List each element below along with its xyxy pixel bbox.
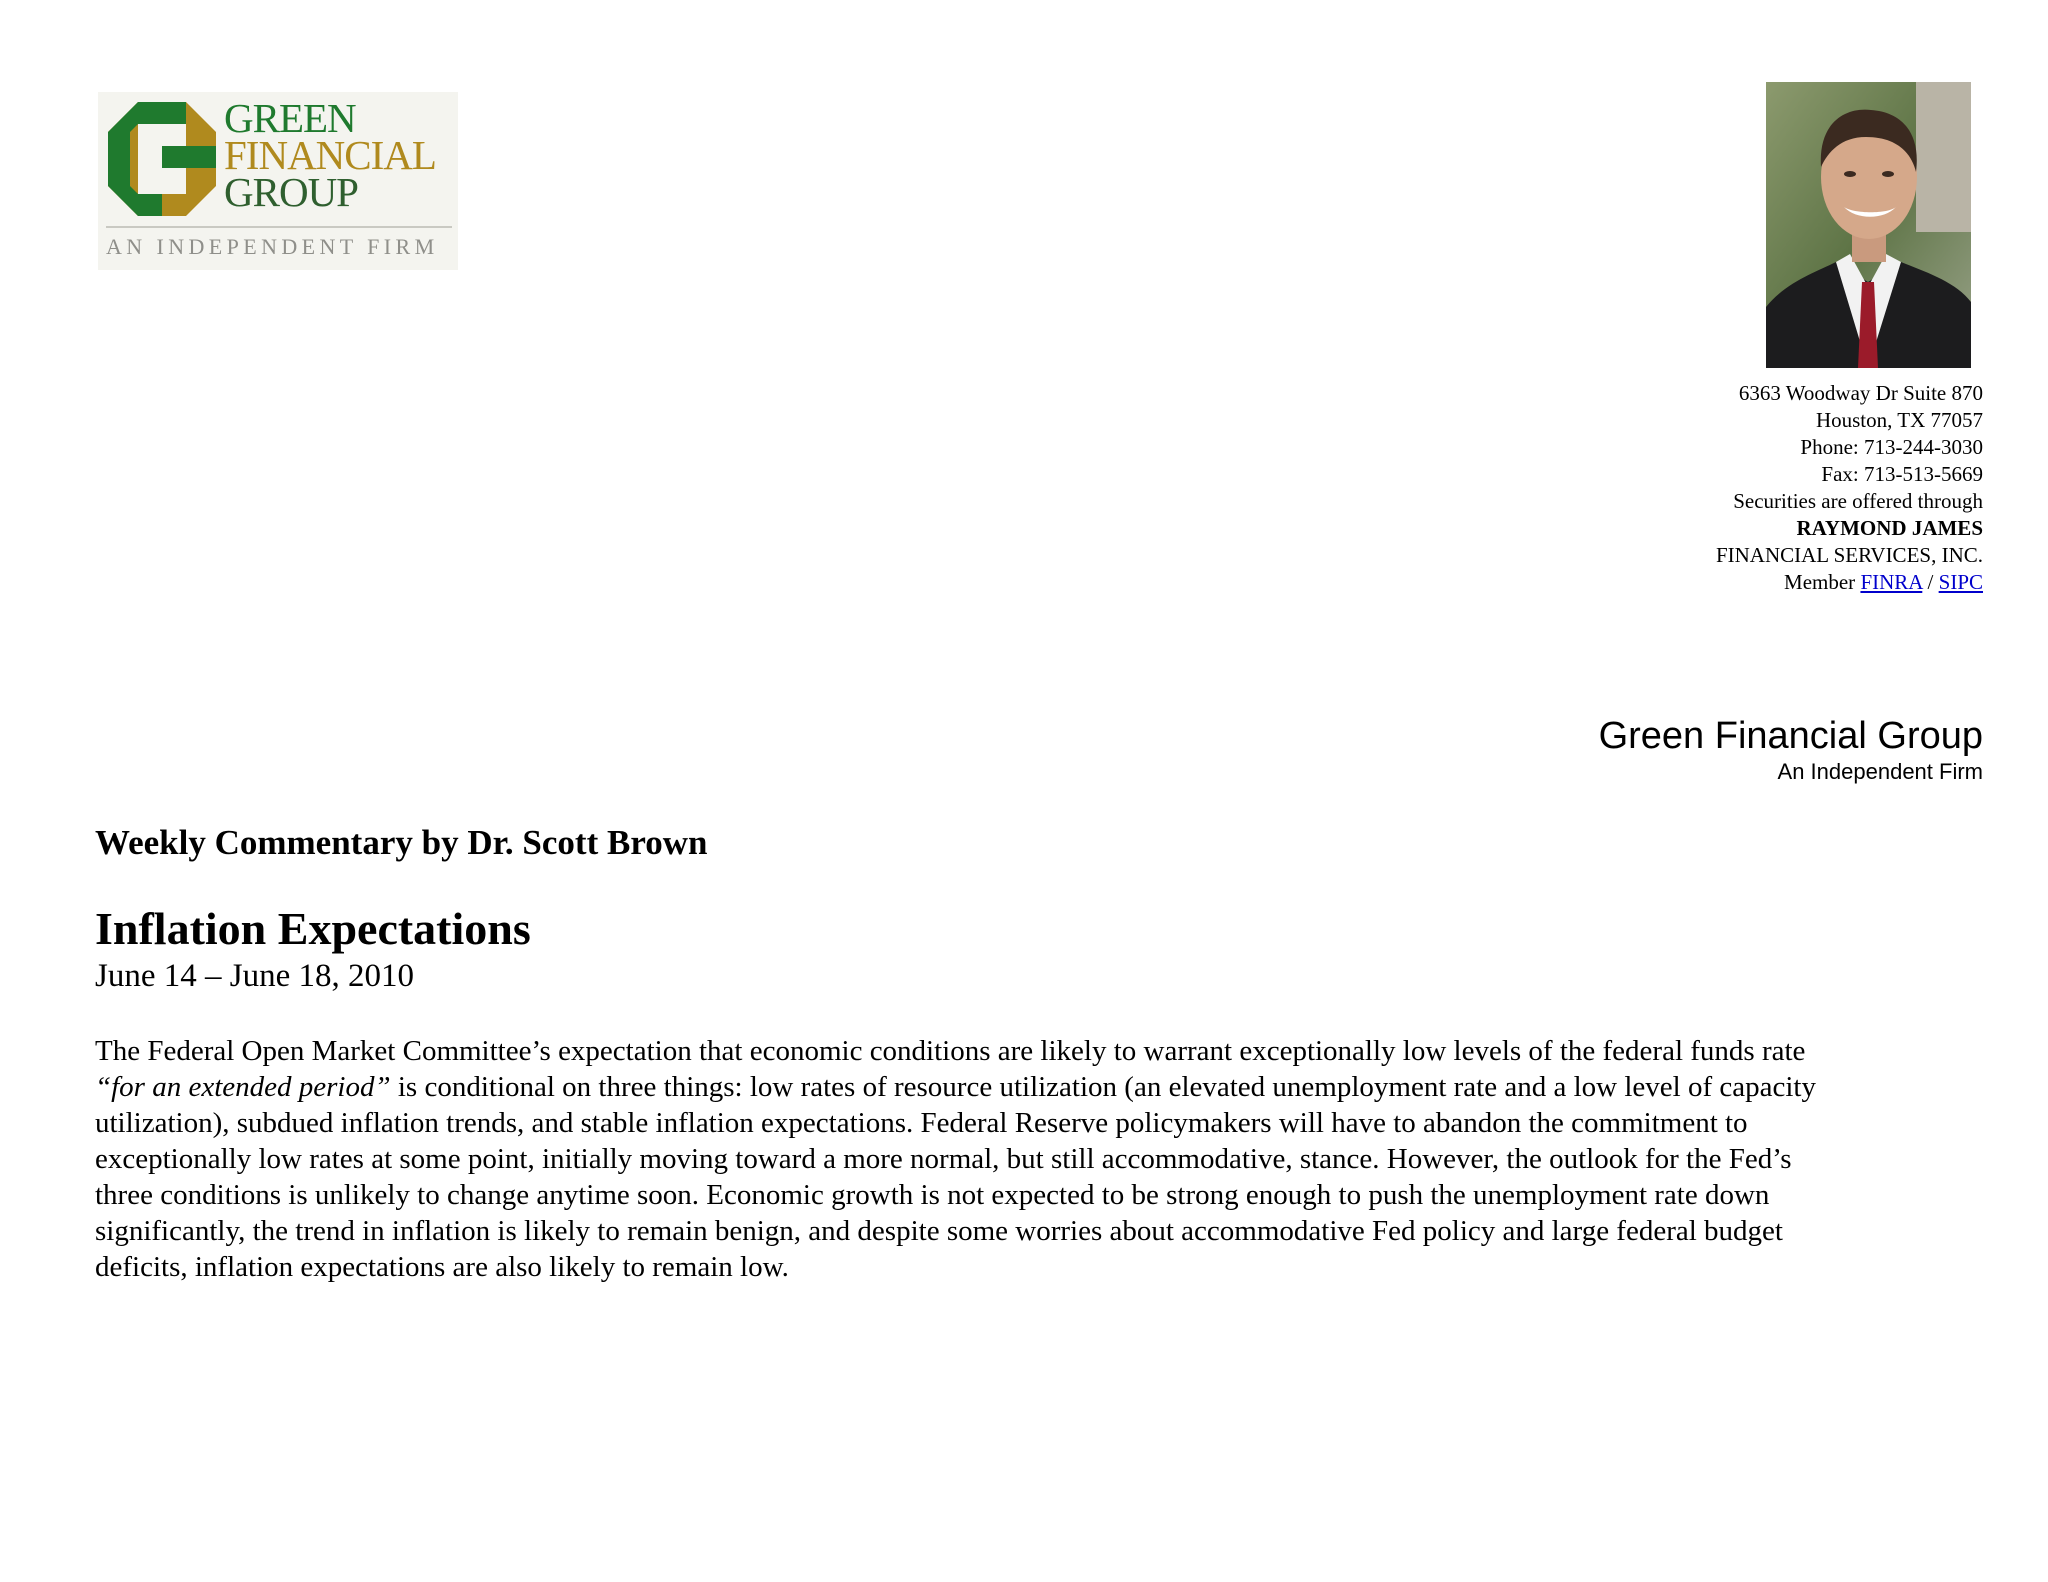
broker-subtitle: FINANCIAL SERVICES, INC. bbox=[1715, 543, 1983, 567]
securities-note: Securities are offered through bbox=[1733, 489, 1983, 513]
body-line: three conditions is unlikely to change anytime soon. Economic growth is not expected to be strong enough to push the unemployment rate down bbox=[95, 1179, 1770, 1211]
article-dates: June 14 – June 18, 2010 bbox=[95, 958, 414, 994]
advisor-portrait-photo bbox=[1766, 82, 1971, 368]
finra-link[interactable]: FINRA bbox=[1860, 570, 1923, 594]
address-street: 6363 Woodway Dr Suite 870 bbox=[1738, 381, 1983, 405]
article-body bbox=[95, 1033, 1995, 1285]
body-line: deficits, inflation expectations are also likely to remain low. bbox=[95, 1251, 789, 1283]
logo-word-group: GROUP bbox=[224, 169, 358, 215]
advisor-portrait-icon bbox=[1766, 82, 1971, 368]
address-city: Houston, TX 77057 bbox=[1815, 408, 1983, 432]
firm-heading-block bbox=[1599, 714, 1983, 786]
body-quote: “for an extended period” bbox=[95, 1071, 391, 1103]
contact-address-block bbox=[1716, 380, 1983, 596]
member-label: Member bbox=[1784, 570, 1856, 594]
address-phone: Phone: 713-244-3030 bbox=[1800, 435, 1983, 459]
body-line: significantly, the trend in inflation is likely to remain benign, and despite some worries about accommodative Fed policy and large federal budget bbox=[95, 1215, 1783, 1247]
body-line-rest: is conditional on three things: low rates of resource utilization (an elevated unemployment rate and a low level of capacity bbox=[390, 1071, 1816, 1103]
logo-tagline: AN INDEPENDENT FIRM bbox=[106, 234, 439, 259]
logo-wordmark bbox=[224, 95, 436, 215]
firm-subtitle: An Independent Firm bbox=[1777, 759, 1983, 784]
logo-word-financial: FINANCIAL bbox=[224, 132, 436, 178]
broker-name: RAYMOND JAMES bbox=[1796, 516, 1983, 540]
logo-word-green: GREEN bbox=[224, 95, 356, 141]
article-title: Inflation Expectations bbox=[95, 903, 531, 954]
body-line: exceptionally low rates at some point, initially moving toward a more normal, but still accommodative, stance. However, the outlook for the Fed’s bbox=[95, 1143, 1792, 1175]
logo-divider bbox=[106, 226, 452, 228]
commentary-heading: Weekly Commentary by Dr. Scott Brown bbox=[95, 823, 708, 862]
address-fax: Fax: 713-513-5669 bbox=[1821, 462, 1983, 486]
body-line: utilization), subdued inflation trends, and stable inflation expectations. Federal Reserve policymakers will have to abandon the commitment to bbox=[95, 1107, 1748, 1139]
member-line bbox=[1716, 569, 1983, 596]
firm-name: Green Financial Group bbox=[1598, 715, 1983, 757]
body-line bbox=[95, 1069, 1995, 1105]
company-logo bbox=[98, 92, 458, 270]
body-line: The Federal Open Market Committee’s expectation that economic conditions are likely to warrant exceptionally low levels of the federal funds rate bbox=[95, 1035, 1806, 1067]
sipc-link[interactable]: SIPC bbox=[1938, 570, 1983, 594]
logo-g-mark-icon bbox=[108, 102, 216, 216]
member-separator: / bbox=[1927, 570, 1934, 594]
